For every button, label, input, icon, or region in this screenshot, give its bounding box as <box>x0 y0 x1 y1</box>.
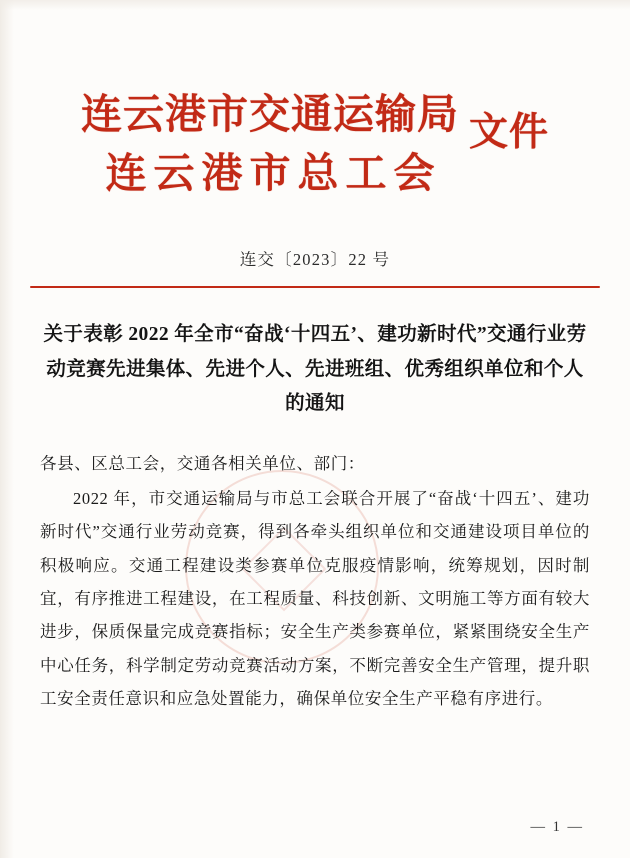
letterhead-issuer <box>81 85 459 204</box>
letterhead <box>0 0 630 204</box>
red-rule-wrap <box>0 286 630 289</box>
letterhead-line-1: 连云港市交通运输局 <box>80 91 459 137</box>
letterhead-suffix: 文件 <box>468 111 549 154</box>
letterhead-rows <box>34 85 596 204</box>
red-divider <box>30 286 600 289</box>
body-paragraph-1: 2022 年，市交通运输局与市总工会联合开展了“奋战‘十四五’、建功新时代”交通行业劳动竞赛，得到各牵头组织单位和交通建设项目单位的积极响应。交通工程建设类参赛单位克服疫情影响，统筹规划，因时制宜，有序推进工程建设，在工程质量、科技创新、文明施工等方面有较大进步，保质保量完成竞赛指标；安全生产类参赛单位，紧紧围绕安全生产中心任务，科学制定劳动竞赛活动方案，不断完善安全生产管理，提升职工安全责任意识和应急处置能力，确保单位安全生产平稳有序进行。 <box>40 489 590 709</box>
salutation: 各县、区总工会，交通各相关单位、部门： <box>40 453 365 473</box>
page-number: — 1 — <box>530 819 584 835</box>
document-number: 连交〔2023〕22 号 <box>239 249 391 269</box>
letterhead-line-2: 连云港市总工会 <box>105 150 442 197</box>
document-body <box>40 447 590 716</box>
page-title: 关于表彰 2022 年全市“奋战‘十四五’、建功新时代”交通行业劳动竞赛先进集体、先进个人、先进班组、优秀组织单位和个人的通知 <box>43 324 587 414</box>
